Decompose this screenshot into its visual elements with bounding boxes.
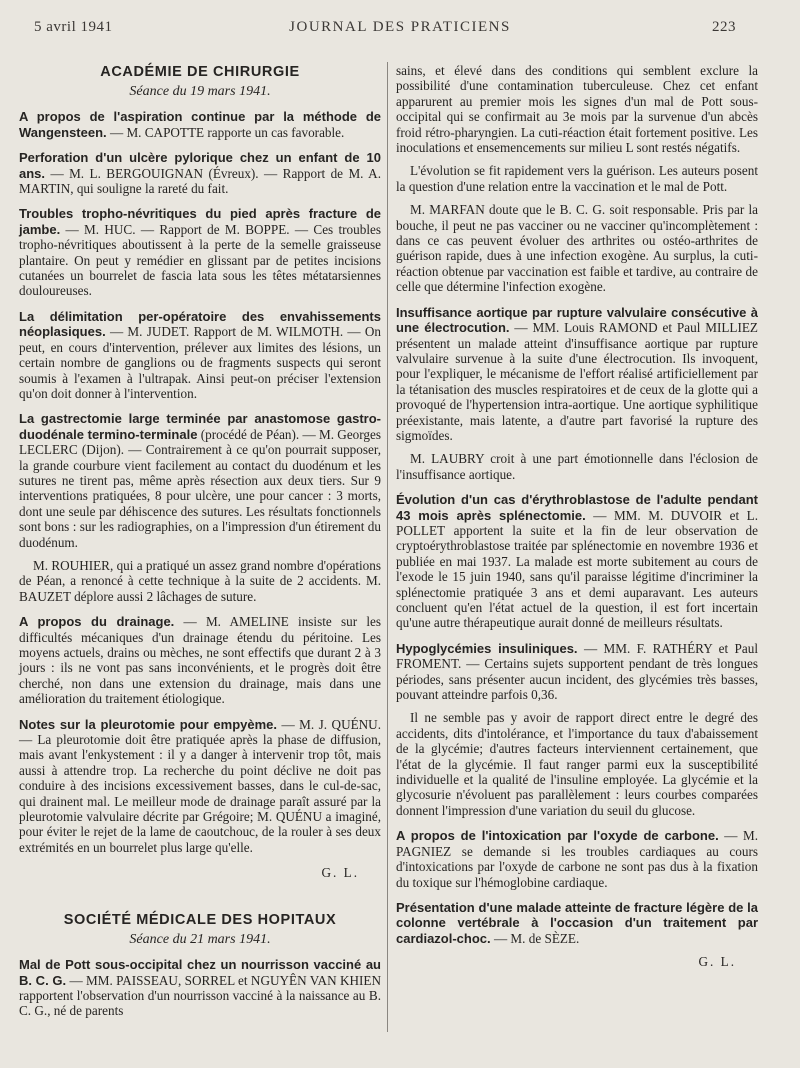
article-drainage (19, 614, 381, 706)
section-date-academie: Séance du 19 mars 1941. (129, 84, 271, 99)
article-gastrectomie (19, 411, 381, 550)
article-body: — M. CAPOTTE rapporte un cas favorable. (106, 124, 345, 140)
article-body: — M. PAGNIEZ se demande si les troubles cardiaques au cours d'intoxications par l'oxyde de carbone ne sont pas dus à la fixation du toxique sur l'hémoglobine cardiaque. (396, 828, 758, 890)
article-title: Troubles tropho-névritiques du pied après fracture de jambe. (19, 206, 381, 237)
article-body: — M. de SÈZE. (490, 930, 580, 946)
header-date: 5 avril 1941 (34, 19, 113, 35)
article-body: — M. AMELINE insiste sur les difficultés mécaniques d'un drainage étendu du péritoine. Les moyens actuels, drains ou mèches, ne sont effectifs que durant 2 à 3 jours : ils ne vont pas sans inconvénients, et le progrès doit être cherché, non dans une extension du drainage, mais dans une amélioration du traitement étiologique. (19, 614, 381, 707)
article-title: Évolution d'un cas d'érythroblastose de l'adulte pendant 43 mois après splénectomie. (396, 492, 758, 523)
article-mal-de-pott (19, 957, 381, 1019)
article-troubles (19, 206, 381, 298)
article-pleurotomie (19, 717, 381, 856)
article-title: Perforation d'un ulcère pylorique chez un enfant de 10 ans. (19, 150, 381, 181)
article-paragraph: Il ne semble pas y avoir de rapport direct entre le degré des accidents, dits d'intolérance, et l'importance du taux d'abaissement de la glycémie; d'autres facteurs interviennent certainement, que l'état de la glycémie. Il faut ranger parmi eux la susceptibilité individuelle et la qualité de l'insuline employée. La glycémie et la glycosurie n'évoluent pas parallèlement : leurs courbes comparées donnent l'impression d'une variation du seuil du glucose. (396, 710, 758, 818)
section-date-societe: Séance du 21 mars 1941. (129, 931, 271, 947)
article-body: — M. L. BERGOUIGNAN (Évreux). — Rapport de M. A. MARTIN, qui souligne la rareté du fait. (19, 165, 381, 197)
article-title: A propos du drainage. (19, 614, 175, 630)
article-aspiration (19, 109, 381, 140)
article-paragraph: M. MARFAN doute que le B. C. G. soit responsable. Pris par la bouche, il peut ne pas vacciner ou ne vacciner qu'incomplètement : dans ce cas peuvent évoluer des arthrites ou ostéo-arthrites de guérison rapide, dues à une infection exogène. Au surplus, la cuti-réaction obtenue par vaccination est faible et tardive, au contraire de celle que détermine l'infection exogène. (396, 202, 758, 295)
signature: G. L. (698, 954, 736, 970)
article-title: Mal de Pott sous-occipital chez un nourrisson vacciné au B. C. G. (19, 957, 381, 988)
article-perforation (19, 150, 381, 196)
signature: G. L. (321, 865, 359, 881)
article-paragraph: M. ROUHIER, qui a pratiqué un assez grand nombre d'opérations de Péan, a renoncé à cette technique à la suite de 2 accidents. M. BAUZET déplore aussi 2 lâchages de suture. (19, 557, 381, 604)
article-oxyde-carbone (396, 828, 758, 890)
article-title: Notes sur la pleurotomie pour empyème. (19, 716, 278, 732)
article-continuation: sains, et élevé dans des conditions qui semblent exclure la possibilité d'une contamination tuberculeuse. Chez cet enfant apparurent au premier mois les signes d'un mal de Pott sous-occipital qui se confirmait au 3e mois par la survenue d'un abcès froid rétro-pharyngien. La cuti-réaction était fortement positive. Les inoculations et ensemencements sur milieu L sont restés négatifs. (396, 63, 758, 156)
header-journal-title: JOURNAL DES PRATICIENS (289, 19, 511, 35)
article-title: A propos de l'intoxication par l'oxyde de carbone. (396, 828, 719, 844)
article-body: — M. HUC. — Rapport de M. BOPPE. — Ces troubles tropho-névritiques aboutissent à la perte de la semelle graisseuse plantaire. On peut y remédier en glissant par de petites incisions cutanées un bourrelet de fascia lata sous les têtes métatarsiennes douloureuses. (19, 221, 381, 299)
section-title-academie: ACADÉMIE DE CHIRURGIE (100, 64, 300, 80)
page-header (0, 0, 800, 46)
article-title: La délimitation per-opératoire des envahissements néoplasiques. (19, 308, 381, 340)
article-fracture (396, 900, 758, 946)
right-column (396, 63, 758, 970)
article-paragraph: L'évolution se fit rapidement vers la guérison. Les auteurs posent la question d'une relation entre la vaccination et le mal de Pott. (396, 163, 758, 194)
article-body: (procédé de Péan). — M. Georges LECLERC (Dijon). — Contrairement à ce qu'on pourrait supposer, la grande courbure vient facilement au contact du duodénum et les sutures ne tirent pas, même après résection aux deux tiers. Sur 9 interventions pratiquées, 8 pour ulcère, une pour cancer : 3 morts, dont une seule par déhiscence des sutures. Les résultats fonctionnels sont bons : sur les radiographies, on a l'impression d'un étirement du duodénum. (19, 426, 382, 550)
article-title: Hypoglycémies insuliniques. (396, 640, 578, 656)
header-page-number: 223 (712, 19, 736, 35)
article-paragraph: M. LAUBRY croit à une part émotionnelle dans l'éclosion de l'insuffisance aortique. (396, 451, 758, 482)
article-title: Insuffisance aortique par rupture valvulaire consécutive à une électrocution. (396, 304, 758, 336)
article-body: — MM. Louis RAMOND et Paul MILLIEZ présentent un malade atteint d'insuffisance aortique par rupture valvulaire survenue à la suite d'une électrocution. Ils invoquent, pour l'expliquer, le mécanisme de l'effort réalisé artificiellement par la tétanisation des muscles respiratoires et de ceux de la glotte qui a provoqué de l'hypertension intra-aortique. Une aortique syphilitique préexistante, mais latente, a d'autre part favorisé la rupture des sigmoïdes. (396, 320, 758, 443)
article-hypoglycemies (396, 641, 758, 703)
article-erythroblastose (396, 492, 758, 631)
article-delimitation (19, 309, 381, 401)
article-body: — M. J. QUÉNU. — La pleurotomie doit être pratiquée après la phase de diffusion, mais avant l'enkystement : il y a danger à intervenir trop tôt, mais aussi à attendre trop. La recherche du point déclive ne doit pas conduire à des incisions excessivement basses, dans le cul-de-sac, qui drainent mal. Le meilleur mode de drainage paraît assuré par la pleurotomie valvulaire décrite par Grégoire; M. QUÉNU a imaginé, pour éviter le rejet de la lame de caoutchouc, de la rouler à ses deux extrémités en un bourrelet plus large qu'elle. (19, 716, 381, 855)
article-body: — M. JUDET. Rapport de M. WILMOTH. — On peut, en cours d'intervention, prélever aux limites des lésions, un certain nombre de ganglions ou de fragments suspects qui seront soumis à l'examen à l'ultrapak. Ainsi peut-on préciser l'extension qu'on doit donner à l'intervention. (19, 324, 381, 401)
article-title: A propos de l'aspiration continue par la méthode de Wangensteen. (19, 109, 381, 140)
column-divider (387, 62, 388, 1032)
article-body: — MM. M. DUVOIR et L. POLLET apportent la suite et la fin de leur observation de cryptoérythroblastose traitée par splénectomie en novembre 1936 et publiée en mai 1937. La malade est morte subitement au cours de l'exode le 15 juin 1940, sans qu'il paraisse légitime d'incriminer la splénectomie pratiquée 3 ans et demi auparavant. Les auteurs concluent qu'en l'état actuel de la question, il est fort incertain qu'une autre thérapeutique aurait donné de meilleurs résultats. (396, 507, 758, 631)
article-insuffisance-aortique (396, 305, 758, 444)
article-body: — MM. PAISSEAU, SORREL et NGUYÊN VAN KHIEN rapportent l'observation d'un nourrisson vacciné à la naissance au B. C. G., né de parents (19, 972, 381, 1019)
section-title-societe: SOCIÉTÉ MÉDICALE DES HOPITAUX (63, 911, 337, 928)
article-body: — MM. F. RATHÉRY et Paul FROMENT. — Certains sujets supportent pendant de très longues périodes, sans présenter aucun incident, des glycémies très basses, pouvant atteindre parfois 0,36. (396, 640, 758, 703)
article-title: Présentation d'une malade atteinte de fracture légère de la colonne vertébrale à l'occasion d'un traitement par cardiazol-choc. (396, 899, 758, 946)
article-title: La gastrectomie large terminée par anastomose gastro-duodénale termino-terminale (19, 411, 381, 442)
left-column (19, 63, 381, 1029)
